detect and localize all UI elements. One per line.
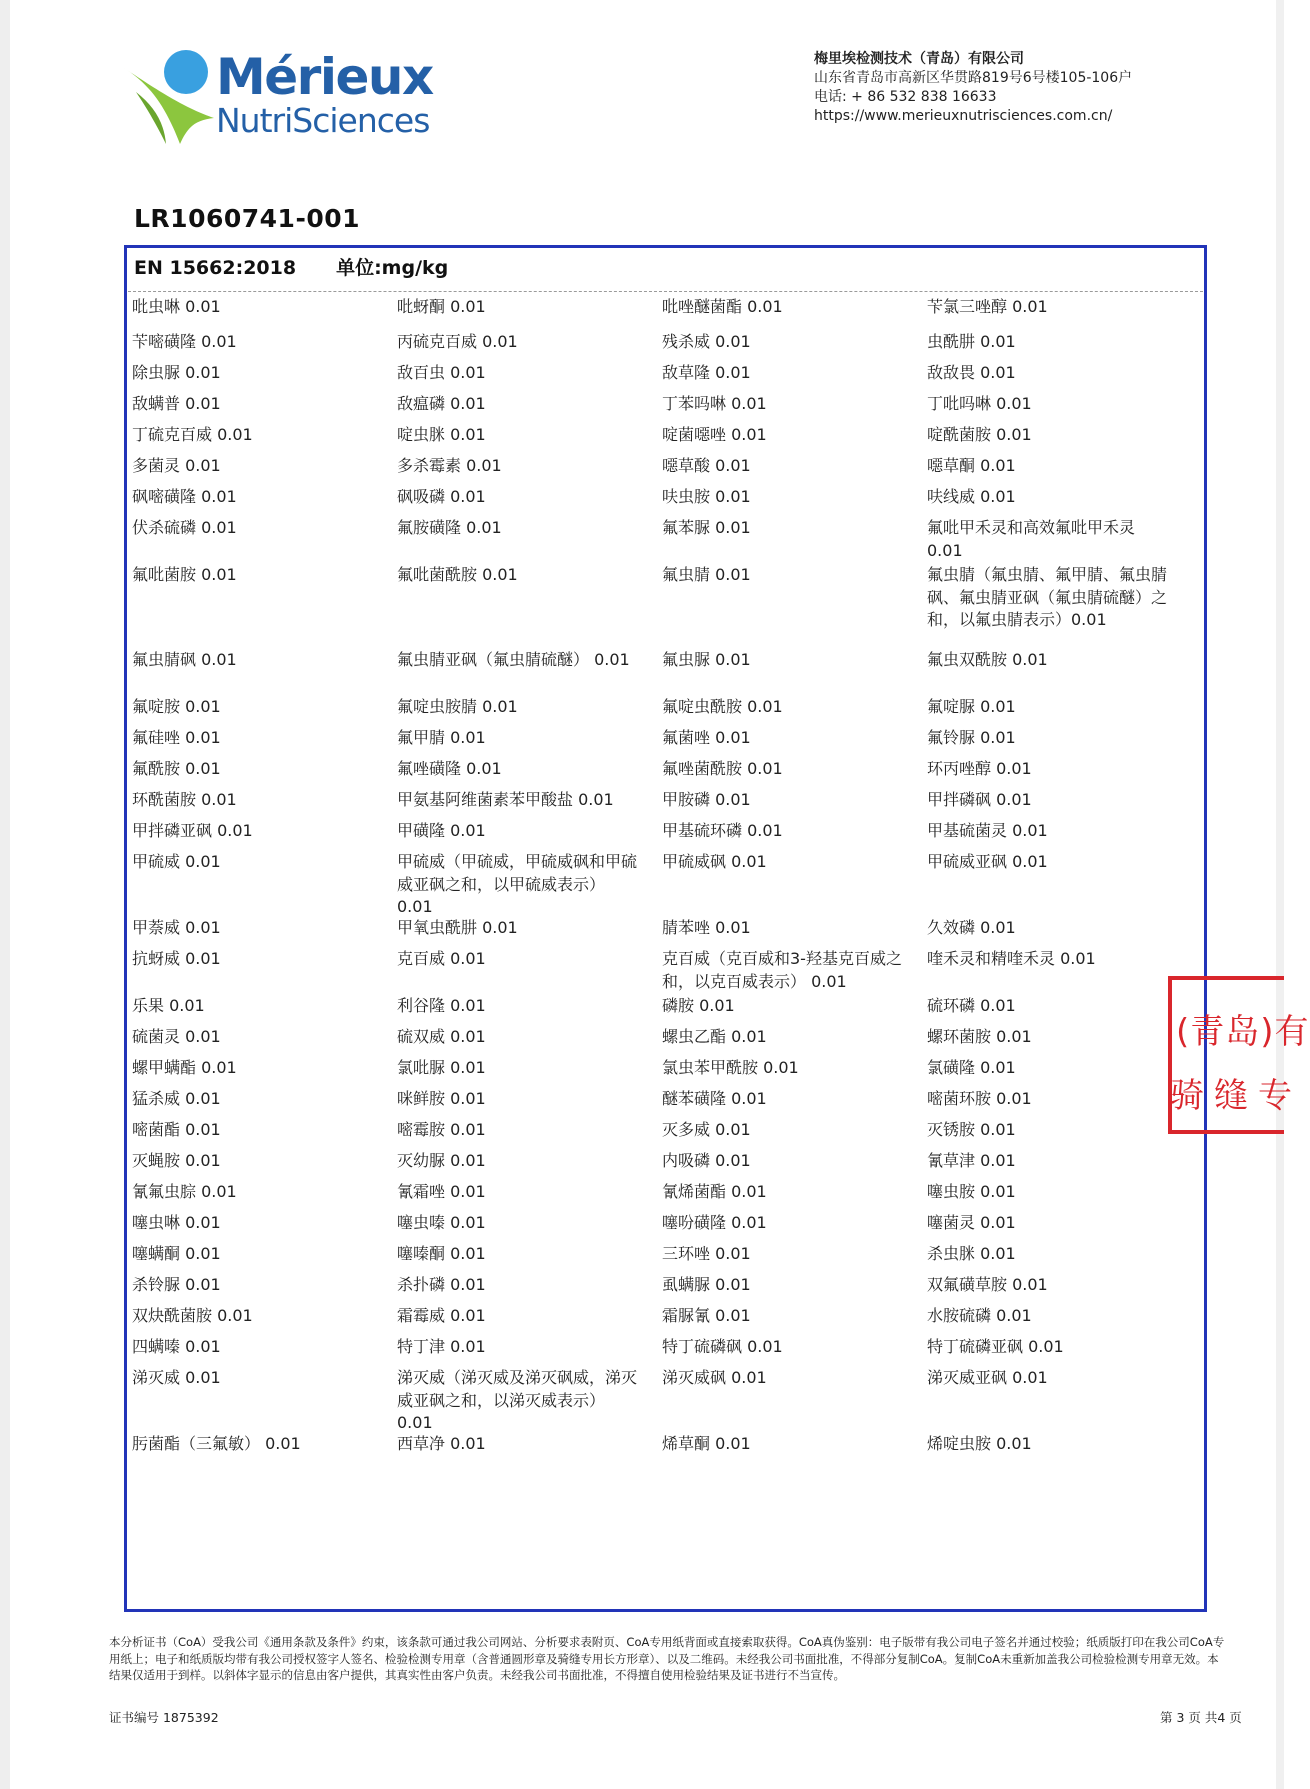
- analyte-cell: 噻菌灵 0.01: [927, 1213, 1016, 1232]
- analyte-cell: 啶虫脒 0.01: [397, 425, 486, 444]
- analyte-cell: 氟胺磺隆 0.01: [397, 518, 502, 537]
- analyte-cell: 双氟磺草胺 0.01: [927, 1275, 1048, 1294]
- table-row: [132, 1212, 1192, 1243]
- analyte-cell: 甲拌磷砜 0.01: [927, 790, 1032, 809]
- analyte-cell: 四螨嗪 0.01: [132, 1337, 221, 1356]
- analyte-cell: 吡蚜酮 0.01: [397, 297, 486, 316]
- analyte-cell: 灭锈胺 0.01: [927, 1120, 1016, 1139]
- stamp-text-2: 骑缝专: [1170, 1076, 1302, 1116]
- analyte-cell: 噻虫嗪 0.01: [397, 1213, 486, 1232]
- table-row: [132, 331, 1192, 362]
- analyte-cell: 环酰菌胺 0.01: [132, 790, 237, 809]
- header-divider: [128, 291, 1203, 292]
- table-row: [132, 1367, 1192, 1433]
- analyte-cell: 残杀威 0.01: [662, 332, 751, 351]
- analyte-cell: 噻嗪酮 0.01: [397, 1244, 486, 1263]
- analyte-cell: 烯啶虫胺 0.01: [927, 1434, 1032, 1453]
- stamp-border-bottom: [1168, 1130, 1284, 1134]
- analyte-cell: 硫环磷 0.01: [927, 996, 1016, 1015]
- table-row: [132, 1119, 1192, 1150]
- analyte-cell: 氰氟虫腙 0.01: [132, 1182, 237, 1201]
- analyte-cell: 氟啶虫酰胺 0.01: [662, 697, 783, 716]
- analyte-cell: 多杀霉素 0.01: [397, 456, 502, 475]
- analyte-cell: 氰霜唑 0.01: [397, 1182, 486, 1201]
- analyte-cell: 腈苯唑 0.01: [662, 918, 751, 937]
- table-row: [132, 517, 1192, 564]
- analyte-cell: 霜霉威 0.01: [397, 1306, 486, 1325]
- analyte-cell: 嘧菌环胺 0.01: [927, 1089, 1032, 1108]
- analyte-cell: 甲氧虫酰肼 0.01: [397, 918, 518, 937]
- analyte-cell: 氟菌唑 0.01: [662, 728, 751, 747]
- analyte-cell: 磷胺 0.01: [662, 996, 735, 1015]
- analyte-cell: 噻虫胺 0.01: [927, 1182, 1016, 1201]
- analyte-cell: 丁硫克百威 0.01: [132, 425, 253, 444]
- analyte-cell: 氟铃脲 0.01: [927, 728, 1016, 747]
- analyte-cell: 灭蝇胺 0.01: [132, 1151, 221, 1170]
- company-info: [814, 50, 1132, 126]
- analyte-cell: 涕灭威亚砜 0.01: [927, 1368, 1048, 1387]
- table-row: [132, 1057, 1192, 1088]
- analyte-cell: 螺虫乙酯 0.01: [662, 1027, 767, 1046]
- analyte-cell: 三环唑 0.01: [662, 1244, 751, 1263]
- analyte-cell: 猛杀威 0.01: [132, 1089, 221, 1108]
- analyte-cell: 咪鲜胺 0.01: [397, 1089, 486, 1108]
- leaf-logo-icon: [122, 46, 222, 146]
- table-row: [132, 649, 1192, 696]
- logo-subtitle: NutriSciences: [216, 101, 430, 140]
- analyte-cell: 氟吡菌胺 0.01: [132, 565, 237, 584]
- analyte-cell: 涕灭威（涕灭威及涕灭砜威，涕灭威亚砜之和，以涕灭威表示） 0.01: [397, 1368, 638, 1432]
- analyte-cell: 敌敌畏 0.01: [927, 363, 1016, 382]
- analyte-cell: 螺甲螨酯 0.01: [132, 1058, 237, 1077]
- analyte-cell: 氰烯菌酯 0.01: [662, 1182, 767, 1201]
- analyte-cell: 甲氨基阿维菌素苯甲酸盐 0.01: [397, 790, 614, 809]
- analyte-cell: 苄嘧磺隆 0.01: [132, 332, 237, 351]
- analyte-cell: 双炔酰菌胺 0.01: [132, 1306, 253, 1325]
- analyte-cell: 吡唑醚菌酯 0.01: [662, 297, 783, 316]
- analyte-cell: 吡虫啉 0.01: [132, 297, 221, 316]
- company-name: 梅里埃检测技术（青岛）有限公司: [814, 51, 1024, 67]
- table-row: [132, 1243, 1192, 1274]
- table-row: [132, 486, 1192, 517]
- analyte-cell: 水胺硫磷 0.01: [927, 1306, 1032, 1325]
- analyte-cell: 伏杀硫磷 0.01: [132, 518, 237, 537]
- analyte-cell: 甲硫威砜 0.01: [662, 852, 767, 871]
- analyte-cell: 敌百虫 0.01: [397, 363, 486, 382]
- analyte-cell: 乐果 0.01: [132, 996, 205, 1015]
- footer-terms: 本分析证书（CoA）受我公司《通用条款及条件》约束，该条款可通过我公司网站、分析要求表附页、CoA专用纸背面或直接索取获得。CoA真伪鉴别：电子版带有我公司电子签名并通过校验；纸质版打印在我公司CoA专用纸上；电子和纸质版均带有我公司授权签字人签名、检验检测专用章（含普通圆形章及骑缝专用长方形章）、以及二维码。未经我公司书面批准，不得部分复制CoA。复制CoA未重新加盖我公司检验检测专用章无效。本结果仅适用于到样。以斜体字显示的信息由客户提供，其真实性由客户负责。未经我公司书面批准，不得擅自使用检验结果及证书进行不当宣传。: [109, 1635, 1225, 1682]
- analyte-cell: 丙硫克百威 0.01: [397, 332, 518, 351]
- analyte-cell: 氟啶脲 0.01: [927, 697, 1016, 716]
- analyte-cell: 喹禾灵和精喹禾灵 0.01: [927, 949, 1096, 968]
- table-row: [132, 564, 1192, 649]
- analyte-cell: 甲硫威（甲硫威，甲硫威砜和甲硫威亚砜之和，以甲硫威表示） 0.01: [397, 852, 638, 916]
- table-row: [132, 696, 1192, 727]
- analyte-cell: 敌瘟磷 0.01: [397, 394, 486, 413]
- analyte-cell: 氟虫腈砜 0.01: [132, 650, 237, 669]
- analyte-cell: 氯吡脲 0.01: [397, 1058, 486, 1077]
- analyte-cell: 虫酰肼 0.01: [927, 332, 1016, 351]
- analyte-cell: 灭幼脲 0.01: [397, 1151, 486, 1170]
- analyte-cell: 氟吡菌酰胺 0.01: [397, 565, 518, 584]
- analyte-cell: 环丙唑醇 0.01: [927, 759, 1032, 778]
- analyte-cell: 氯磺隆 0.01: [927, 1058, 1016, 1077]
- analyte-cell: 氟甲腈 0.01: [397, 728, 486, 747]
- unit-label: 单位:mg/kg: [336, 257, 449, 279]
- analyte-cell: 灭多威 0.01: [662, 1120, 751, 1139]
- analyte-cell: 久效磷 0.01: [927, 918, 1016, 937]
- table-row: [132, 393, 1192, 424]
- analyte-cell: 砜吸磷 0.01: [397, 487, 486, 506]
- analyte-cell: 涕灭威 0.01: [132, 1368, 221, 1387]
- analyte-cell: 虱螨脲 0.01: [662, 1275, 751, 1294]
- analyte-cell: 杀铃脲 0.01: [132, 1275, 221, 1294]
- table-row: [132, 758, 1192, 789]
- analyte-cell: 氟虫腈 0.01: [662, 565, 751, 584]
- analyte-cell: 甲磺隆 0.01: [397, 821, 486, 840]
- table-row: [132, 1181, 1192, 1212]
- stamp-text-1: (青岛)有: [1176, 1012, 1310, 1052]
- analyte-cell: 噻吩磺隆 0.01: [662, 1213, 767, 1232]
- table-row: [132, 917, 1192, 948]
- page-right-edge: [1276, 0, 1284, 1789]
- analyte-cell: 噁草酸 0.01: [662, 456, 751, 475]
- analyte-cell: 醚苯磺隆 0.01: [662, 1089, 767, 1108]
- company-address: 山东省青岛市高新区华贯路819号6号楼105-106户: [814, 70, 1133, 86]
- report-id: LR1060741-001: [134, 204, 361, 233]
- table-row: [132, 362, 1192, 393]
- analyte-cell: 除虫脲 0.01: [132, 363, 221, 382]
- certificate-number: 证书编号 1875392: [109, 1710, 219, 1725]
- seal-stamp: [1168, 976, 1310, 1136]
- analyte-cell: 西草净 0.01: [397, 1434, 486, 1453]
- analyte-cell: 甲硫威 0.01: [132, 852, 221, 871]
- analyte-cell: 敌螨普 0.01: [132, 394, 221, 413]
- analyte-cell: 甲萘威 0.01: [132, 918, 221, 937]
- analyte-cell: 涕灭威砜 0.01: [662, 1368, 767, 1387]
- analyte-cell: 氟啶虫胺腈 0.01: [397, 697, 518, 716]
- analyte-cell: 杀虫脒 0.01: [927, 1244, 1016, 1263]
- analyte-cell: 氟虫双酰胺 0.01: [927, 650, 1048, 669]
- analyte-cell: 氟虫脲 0.01: [662, 650, 751, 669]
- page-left-edge: [0, 0, 10, 1789]
- analyte-cell: 丁吡吗啉 0.01: [927, 394, 1032, 413]
- analyte-cell: 肟菌酯（三氟敏） 0.01: [132, 1434, 301, 1453]
- merieux-logo: [122, 46, 442, 156]
- analyte-cell: 氟唑磺隆 0.01: [397, 759, 502, 778]
- analyte-cell: 甲硫威亚砜 0.01: [927, 852, 1048, 871]
- table-row: [132, 820, 1192, 851]
- analyte-cell: 硫双威 0.01: [397, 1027, 486, 1046]
- analyte-cell: 嘧菌酯 0.01: [132, 1120, 221, 1139]
- analyte-cell: 呋线威 0.01: [927, 487, 1016, 506]
- table-row: [132, 995, 1192, 1026]
- analyte-cell: 嘧霉胺 0.01: [397, 1120, 486, 1139]
- analyte-cell: 啶菌噁唑 0.01: [662, 425, 767, 444]
- analyte-cell: 特丁硫磷砜 0.01: [662, 1337, 783, 1356]
- table-row: [132, 948, 1192, 995]
- standard-method: EN 15662:2018: [134, 257, 297, 279]
- analyte-cell: 克百威 0.01: [397, 949, 486, 968]
- table-row: [132, 424, 1192, 455]
- page-number: 第 3 页 共4 页: [1160, 1710, 1242, 1725]
- analyte-cell: 特丁津 0.01: [397, 1337, 486, 1356]
- analyte-cell: 丁苯吗啉 0.01: [662, 394, 767, 413]
- analyte-cell: 氟硅唑 0.01: [132, 728, 221, 747]
- analyte-cell: 甲基硫菌灵 0.01: [927, 821, 1048, 840]
- analyte-cell: 螺环菌胺 0.01: [927, 1027, 1032, 1046]
- table-row: [132, 851, 1192, 917]
- table-row: [132, 1088, 1192, 1119]
- analyte-cell: 内吸磷 0.01: [662, 1151, 751, 1170]
- analyte-cell: 利谷隆 0.01: [397, 996, 486, 1015]
- analyte-cell: 苄氯三唑醇 0.01: [927, 297, 1048, 316]
- analyte-cell: 氟虫腈亚砜（氟虫腈硫醚） 0.01: [397, 650, 630, 669]
- table-row: [132, 789, 1192, 820]
- analyte-cell: 抗蚜威 0.01: [132, 949, 221, 968]
- analyte-cell: 砜嘧磺隆 0.01: [132, 487, 237, 506]
- table-row: [132, 1026, 1192, 1057]
- analyte-cell: 甲基硫环磷 0.01: [662, 821, 783, 840]
- table-row: [132, 296, 1192, 331]
- analyte-cell: 噁草酮 0.01: [927, 456, 1016, 475]
- company-phone: 电话: + 86 532 838 16633: [814, 89, 997, 105]
- analyte-cell: 氟唑菌酰胺 0.01: [662, 759, 783, 778]
- analyte-cell: 敌草隆 0.01: [662, 363, 751, 382]
- analyte-cell: 氟吡甲禾灵和高效氟吡甲禾灵 0.01: [927, 518, 1136, 560]
- analyte-cell: 噻虫啉 0.01: [132, 1213, 221, 1232]
- standard-header: [134, 253, 448, 280]
- table-row: [132, 1150, 1192, 1181]
- analyte-cell: 甲胺磷 0.01: [662, 790, 751, 809]
- company-website[interactable]: https://www.merieuxnutrisciences.com.cn/: [814, 108, 1113, 124]
- analyte-cell: 啶酰菌胺 0.01: [927, 425, 1032, 444]
- stamp-border-top: [1168, 976, 1284, 980]
- analyte-cell: 氰草津 0.01: [927, 1151, 1016, 1170]
- results-table: [132, 296, 1192, 1464]
- analyte-cell: 多菌灵 0.01: [132, 456, 221, 475]
- analyte-cell: 克百威（克百威和3-羟基克百威之和，以克百威表示） 0.01: [662, 949, 902, 991]
- analyte-cell: 特丁硫磷亚砜 0.01: [927, 1337, 1064, 1356]
- analyte-cell: 霜脲氰 0.01: [662, 1306, 751, 1325]
- table-row: [132, 1274, 1192, 1305]
- analyte-cell: 烯草酮 0.01: [662, 1434, 751, 1453]
- logo-name: Mérieux: [216, 48, 433, 106]
- analyte-cell: 噻螨酮 0.01: [132, 1244, 221, 1263]
- table-row: [132, 1336, 1192, 1367]
- analyte-cell: 氟苯脲 0.01: [662, 518, 751, 537]
- table-row: [132, 727, 1192, 758]
- analyte-cell: 氯虫苯甲酰胺 0.01: [662, 1058, 799, 1077]
- analyte-cell: 氟虫腈（氟虫腈、氟甲腈、氟虫腈砜、氟虫腈亚砜（氟虫腈硫醚）之和，以氟虫腈表示）0.01: [927, 565, 1168, 629]
- table-row: [132, 1433, 1192, 1464]
- analyte-cell: 氟酰胺 0.01: [132, 759, 221, 778]
- analyte-cell: 甲拌磷亚砜 0.01: [132, 821, 253, 840]
- analyte-cell: 杀扑磷 0.01: [397, 1275, 486, 1294]
- table-row: [132, 1305, 1192, 1336]
- analyte-cell: 硫菌灵 0.01: [132, 1027, 221, 1046]
- table-row: [132, 455, 1192, 486]
- analyte-cell: 氟啶胺 0.01: [132, 697, 221, 716]
- analyte-cell: 呋虫胺 0.01: [662, 487, 751, 506]
